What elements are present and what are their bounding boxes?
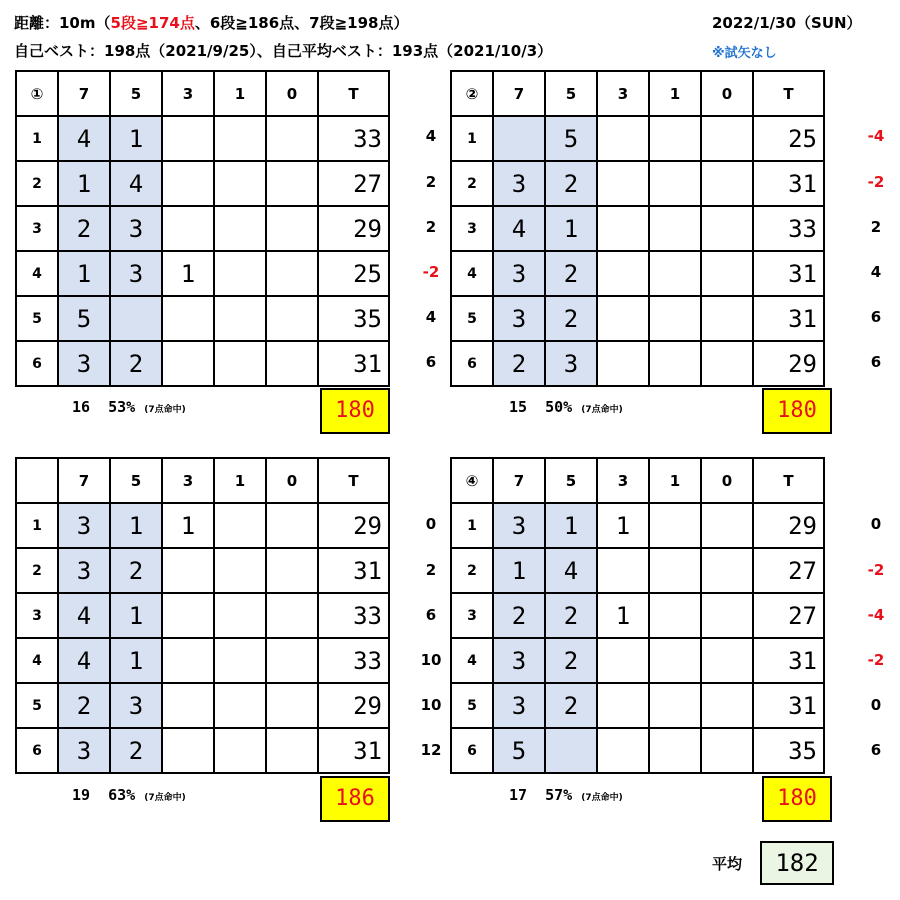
count-5: 3	[110, 683, 162, 728]
count-5: 2	[545, 161, 597, 206]
count-5: 2	[110, 548, 162, 593]
diff-value: -2	[867, 651, 885, 669]
count-7: 3	[58, 341, 110, 386]
diff-value: 6	[870, 353, 882, 371]
count-3	[162, 638, 214, 683]
count-1	[649, 161, 701, 206]
table-row	[451, 341, 824, 386]
table-row	[451, 206, 824, 251]
count-3	[162, 116, 214, 161]
count-0	[266, 116, 318, 161]
col-header-5: 5	[110, 71, 162, 116]
col-header-3: 3	[162, 458, 214, 503]
count-1	[649, 683, 701, 728]
count-1	[214, 251, 266, 296]
count-3	[597, 116, 649, 161]
col-header-1: 1	[649, 458, 701, 503]
hit-note: (7点命中)	[144, 405, 186, 415]
table-row	[16, 296, 389, 341]
count-1	[649, 593, 701, 638]
count-1	[214, 341, 266, 386]
count-7: 2	[58, 683, 110, 728]
table-row	[451, 728, 824, 773]
count-0	[266, 296, 318, 341]
round-4-stats	[509, 786, 623, 804]
col-header-5: 5	[545, 71, 597, 116]
table-row	[451, 503, 824, 548]
distance-text: 距離：10m（	[14, 14, 111, 32]
round-label: ①	[16, 71, 58, 116]
end-number: 4	[16, 638, 58, 683]
diff-value: -2	[422, 263, 440, 281]
count-7	[493, 116, 545, 161]
end-number: 1	[16, 503, 58, 548]
count-7: 1	[58, 161, 110, 206]
diff-value: 10	[420, 696, 442, 714]
count-7: 3	[493, 296, 545, 341]
count-0	[701, 548, 753, 593]
end-number: 2	[451, 161, 493, 206]
count-0	[701, 296, 753, 341]
average-value: 182	[760, 841, 834, 885]
date-text: 2022/1/30（SUN）	[712, 14, 862, 32]
count-5: 1	[110, 593, 162, 638]
end-number: 1	[451, 503, 493, 548]
col-header-5: 5	[110, 458, 162, 503]
count-1	[214, 728, 266, 773]
table-row	[16, 341, 389, 386]
table-row	[16, 548, 389, 593]
round-2-total: 180	[762, 388, 832, 434]
count-1	[649, 206, 701, 251]
end-total: 25	[318, 251, 389, 296]
count-1	[214, 593, 266, 638]
count-7: 2	[493, 593, 545, 638]
col-header-total: T	[753, 458, 824, 503]
hit-note: (7点命中)	[581, 793, 623, 803]
end-number: 3	[451, 206, 493, 251]
hit-count: 17	[509, 786, 528, 804]
count-7: 5	[58, 296, 110, 341]
table-row	[451, 161, 824, 206]
diff-value: 6	[425, 606, 437, 624]
count-0	[266, 503, 318, 548]
count-5: 5	[545, 116, 597, 161]
count-0	[701, 638, 753, 683]
count-0	[266, 251, 318, 296]
count-5	[110, 296, 162, 341]
hit-percent: 53%	[108, 398, 136, 416]
count-0	[266, 683, 318, 728]
col-header-3: 3	[597, 71, 649, 116]
count-3	[597, 296, 649, 341]
count-7: 3	[493, 683, 545, 728]
count-7: 3	[493, 251, 545, 296]
table-row	[16, 638, 389, 683]
count-0	[701, 593, 753, 638]
end-number: 4	[16, 251, 58, 296]
hit-note: (7点命中)	[581, 405, 623, 415]
note-text: ※試矢なし	[712, 46, 777, 61]
dan-thresholds-text: 、6段≧186点、7段≧198点）	[194, 14, 409, 32]
count-1	[214, 206, 266, 251]
count-3	[597, 728, 649, 773]
end-total: 27	[318, 161, 389, 206]
header-line2: 自己ベスト：198点（2021/9/25）、自己平均ベスト：193点（2021/10/3）	[14, 42, 553, 60]
count-5: 2	[545, 593, 597, 638]
count-0	[266, 728, 318, 773]
count-3	[597, 638, 649, 683]
count-0	[266, 548, 318, 593]
diff-value: 4	[870, 263, 882, 281]
round-3-total: 186	[320, 776, 390, 822]
end-number: 3	[16, 593, 58, 638]
col-header-7: 7	[493, 71, 545, 116]
end-number: 5	[451, 683, 493, 728]
col-header-0: 0	[701, 458, 753, 503]
round-4-block	[450, 457, 825, 774]
count-3	[162, 206, 214, 251]
diff-value: 6	[870, 741, 882, 759]
count-1	[649, 341, 701, 386]
col-header-1: 1	[649, 71, 701, 116]
hit-count: 15	[509, 398, 528, 416]
diff-value: 2	[425, 218, 437, 236]
diff-value: -4	[867, 606, 885, 624]
count-1	[214, 683, 266, 728]
count-1	[214, 638, 266, 683]
end-total: 29	[318, 206, 389, 251]
count-7: 3	[58, 728, 110, 773]
count-0	[266, 593, 318, 638]
end-total: 31	[753, 683, 824, 728]
diff-value: 4	[425, 308, 437, 326]
col-header-0: 0	[266, 71, 318, 116]
count-7: 4	[493, 206, 545, 251]
count-7: 3	[58, 548, 110, 593]
end-total: 35	[753, 728, 824, 773]
count-3	[597, 206, 649, 251]
end-total: 27	[753, 593, 824, 638]
round-label	[16, 458, 58, 503]
count-5: 1	[110, 116, 162, 161]
diff-value: 6	[870, 308, 882, 326]
end-number: 6	[16, 728, 58, 773]
table-row	[16, 161, 389, 206]
table-header-row	[451, 458, 824, 503]
table-row	[16, 116, 389, 161]
count-3: 1	[162, 503, 214, 548]
count-3	[162, 728, 214, 773]
col-header-7: 7	[58, 458, 110, 503]
round-1-total: 180	[320, 388, 390, 434]
count-0	[701, 251, 753, 296]
diff-value: 0	[870, 515, 882, 533]
end-number: 3	[451, 593, 493, 638]
table-row	[16, 683, 389, 728]
count-3	[162, 341, 214, 386]
hit-count: 19	[72, 786, 91, 804]
count-0	[701, 206, 753, 251]
round-4-table	[450, 457, 825, 774]
count-1	[649, 116, 701, 161]
col-header-1: 1	[214, 71, 266, 116]
diff-value: 0	[425, 515, 437, 533]
count-0	[701, 161, 753, 206]
table-header-row	[16, 71, 389, 116]
end-total: 35	[318, 296, 389, 341]
end-total: 31	[753, 296, 824, 341]
count-3	[162, 593, 214, 638]
diff-value: 2	[425, 561, 437, 579]
count-7: 1	[493, 548, 545, 593]
header-line1	[14, 12, 408, 33]
hit-percent: 57%	[545, 786, 573, 804]
round-label: ④	[451, 458, 493, 503]
count-7: 4	[58, 116, 110, 161]
col-header-0: 0	[701, 71, 753, 116]
count-0	[266, 638, 318, 683]
end-number: 4	[451, 251, 493, 296]
col-header-total: T	[318, 458, 389, 503]
table-row	[16, 503, 389, 548]
end-total: 31	[753, 161, 824, 206]
count-5: 2	[110, 341, 162, 386]
count-5: 1	[545, 206, 597, 251]
table-row	[16, 251, 389, 296]
count-1	[649, 638, 701, 683]
count-5: 4	[110, 161, 162, 206]
count-5: 2	[545, 251, 597, 296]
count-0	[266, 206, 318, 251]
end-number: 2	[16, 161, 58, 206]
hit-percent: 63%	[108, 786, 136, 804]
dan5-threshold-text: 5段≧174点	[110, 14, 195, 32]
end-total: 31	[318, 341, 389, 386]
count-5: 2	[545, 683, 597, 728]
diff-value: -2	[867, 561, 885, 579]
count-1	[214, 548, 266, 593]
round-1-stats	[72, 398, 186, 416]
count-0	[701, 341, 753, 386]
count-7: 3	[493, 638, 545, 683]
count-3: 1	[162, 251, 214, 296]
end-number: 1	[16, 116, 58, 161]
end-total: 33	[753, 206, 824, 251]
col-header-total: T	[753, 71, 824, 116]
count-3	[162, 683, 214, 728]
table-row	[451, 593, 824, 638]
end-number: 5	[16, 296, 58, 341]
table-row	[451, 296, 824, 341]
count-7: 2	[58, 206, 110, 251]
table-row	[16, 206, 389, 251]
table-row	[451, 638, 824, 683]
count-3	[597, 251, 649, 296]
count-3	[162, 161, 214, 206]
col-header-3: 3	[162, 71, 214, 116]
count-0	[701, 503, 753, 548]
count-0	[701, 728, 753, 773]
diff-value: 6	[425, 353, 437, 371]
end-total: 29	[318, 503, 389, 548]
count-5: 3	[110, 251, 162, 296]
round-3-stats	[72, 786, 186, 804]
round-2-stats	[509, 398, 623, 416]
end-total: 33	[318, 593, 389, 638]
diff-value: -2	[867, 173, 885, 191]
diff-value: 12	[420, 741, 442, 759]
end-number: 4	[451, 638, 493, 683]
table-row	[451, 251, 824, 296]
diff-value: 2	[425, 173, 437, 191]
end-total: 27	[753, 548, 824, 593]
end-number: 6	[451, 728, 493, 773]
round-2-table	[450, 70, 825, 387]
end-number: 6	[16, 341, 58, 386]
table-row	[451, 116, 824, 161]
table-row	[16, 593, 389, 638]
count-1	[214, 161, 266, 206]
end-total: 31	[753, 638, 824, 683]
count-3	[597, 161, 649, 206]
col-header-total: T	[318, 71, 389, 116]
table-header-row	[451, 71, 824, 116]
end-total: 29	[318, 683, 389, 728]
count-5: 1	[110, 503, 162, 548]
count-7: 4	[58, 638, 110, 683]
end-total: 31	[753, 251, 824, 296]
count-3	[162, 296, 214, 341]
count-1	[649, 728, 701, 773]
count-0	[701, 116, 753, 161]
diff-value: 4	[425, 127, 437, 145]
count-1	[214, 116, 266, 161]
end-number: 1	[451, 116, 493, 161]
count-7: 5	[493, 728, 545, 773]
end-number: 3	[16, 206, 58, 251]
count-7: 3	[58, 503, 110, 548]
count-1	[649, 251, 701, 296]
end-total: 25	[753, 116, 824, 161]
col-header-1: 1	[214, 458, 266, 503]
hit-count: 16	[72, 398, 91, 416]
end-number: 2	[16, 548, 58, 593]
round-1-table	[15, 70, 390, 387]
count-1	[649, 503, 701, 548]
diff-value: 10	[420, 651, 442, 669]
col-header-7: 7	[58, 71, 110, 116]
diff-value: -4	[867, 127, 885, 145]
count-3	[597, 548, 649, 593]
count-3: 1	[597, 593, 649, 638]
count-1	[214, 296, 266, 341]
count-3	[597, 341, 649, 386]
count-0	[701, 683, 753, 728]
count-7: 4	[58, 593, 110, 638]
diff-value: 2	[870, 218, 882, 236]
table-header-row	[16, 458, 389, 503]
count-7: 2	[493, 341, 545, 386]
count-5: 1	[545, 503, 597, 548]
round-label: ②	[451, 71, 493, 116]
col-header-5: 5	[545, 458, 597, 503]
col-header-7: 7	[493, 458, 545, 503]
hit-note: (7点命中)	[144, 793, 186, 803]
end-total: 33	[318, 116, 389, 161]
table-row	[451, 683, 824, 728]
count-5: 1	[110, 638, 162, 683]
col-header-3: 3	[597, 458, 649, 503]
diff-value: 0	[870, 696, 882, 714]
count-5: 4	[545, 548, 597, 593]
end-total: 29	[753, 503, 824, 548]
count-1	[214, 503, 266, 548]
count-1	[649, 296, 701, 341]
end-number: 5	[451, 296, 493, 341]
hit-percent: 50%	[545, 398, 573, 416]
count-0	[266, 161, 318, 206]
average-label: 平均	[712, 855, 743, 873]
count-5: 3	[110, 206, 162, 251]
round-2-block	[450, 70, 825, 387]
count-7: 3	[493, 503, 545, 548]
end-number: 6	[451, 341, 493, 386]
round-3-block	[15, 457, 390, 774]
table-row	[16, 728, 389, 773]
end-total: 33	[318, 638, 389, 683]
count-5: 2	[545, 638, 597, 683]
end-number: 2	[451, 548, 493, 593]
col-header-0: 0	[266, 458, 318, 503]
count-5	[545, 728, 597, 773]
end-total: 29	[753, 341, 824, 386]
count-0	[266, 341, 318, 386]
round-3-table	[15, 457, 390, 774]
count-1	[649, 548, 701, 593]
count-3: 1	[597, 503, 649, 548]
count-5: 2	[110, 728, 162, 773]
count-3	[597, 683, 649, 728]
table-row	[451, 548, 824, 593]
count-3	[162, 548, 214, 593]
end-total: 31	[318, 728, 389, 773]
end-total: 31	[318, 548, 389, 593]
count-7: 3	[493, 161, 545, 206]
count-5: 3	[545, 341, 597, 386]
round-4-total: 180	[762, 776, 832, 822]
count-5: 2	[545, 296, 597, 341]
round-1-block	[15, 70, 390, 387]
end-number: 5	[16, 683, 58, 728]
count-7: 1	[58, 251, 110, 296]
